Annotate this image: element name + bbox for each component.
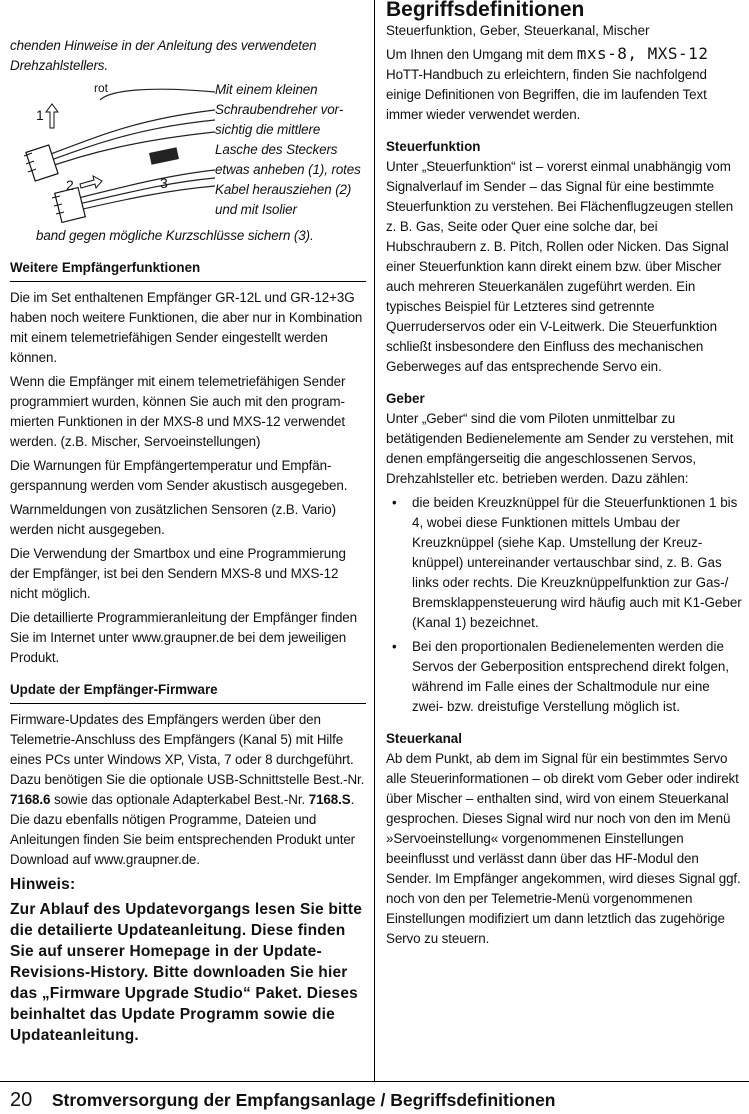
heading-steuerfunktion: Steuerfunktion [386,139,481,154]
label-2: 2 [66,177,74,193]
section-heading: Update der Empfänger-Firmware [10,682,218,697]
section-heading: Weitere Empfängerfunktionen [10,260,201,275]
label-3: 3 [160,175,168,191]
text-span: . Die dazu ebenfalls nötigen Programme, Dateien und Anleitungen finden Sie beim entsprechenden Produkt unter Download auf www.graupner.de. [10,792,356,867]
section-header-empfaengerfunktionen [10,258,366,282]
model-name: mxs-8, MXS-12 [576,44,709,63]
order-number: 7168.S [308,792,351,807]
intro-paragraph [386,44,742,125]
upper-connector [24,145,58,181]
list-item [386,493,742,633]
text-span: sowie das optionale Adapterkabel Best.-Nr. [53,792,306,807]
label-1: 1 [36,107,44,123]
footer-title: Stromversorgung der Empfangsanlage / Begriffsdefinitionen [51,1090,556,1110]
paragraph: Warnmeldungen von zusätzlichen Sensoren (z.B. Vario) werden nicht ausgegeben. [10,502,337,537]
paragraph: Unter „Geber“ sind die vom Piloten unmittelbar zu betätigenden Bedienelemente am Sender zu verstehen, mit denen empfängerseitig die angeschlossenen Servos, Drehzahlsteller etc. betrieben werden. Dazu zählen: [386,411,734,486]
page-footer [10,1088,556,1112]
text-span: Firmware-Updates des Empfängers werden über den Telemetrie-Anschluss des Empfängers (Kanal 5) mit Hilfe eines PCs unter Windows XP, Vista, 7 oder 8 durchgeführt. Dazu benötigen Sie die optionale USB-Schnittstelle Best.-Nr. [10,712,365,787]
text-span: HoTT-Handbuch zu erleichtern, finden Sie nachfolgend einige Definitionen von Begriffen, die im laufenden Text immer wieder verwendet werden. [386,67,707,122]
note-label: Hinweis: [10,876,76,893]
insulation-tape [149,147,179,165]
list-item-text: die beiden Kreuzknüppel für die Steuerfunktionen 1 bis 4, wobei diese Funktionen mittels Umbau der Kreuzknüppel (siehe Kap. Umstellung der Kreuzknüppel) untereinander vertauschbar sind, z. B. Gas links oder rechts. Die Kreuzknüppelfunktion zur Gas-/ Bremsklappensteuerung wird häufig auch mit K1-Geber (Kanal 1) bezeichnet. [412,495,742,630]
page-subtitle: Steuerfunktion, Geber, Steuerkanal, Mischer [386,23,650,38]
text-span: Um Ihnen den Umgang mit dem [386,47,574,62]
paragraph: Unter „Steuerfunktion“ ist – vorerst einmal unabhängig vom Signalverlauf im Sender – das Signal für eine bestimmte Steuerfunktion zu verstehen. Bei Flächenflugzeugen stellen z. B. Gas, Seite oder Quer eine solche dar, bei Hubschraubern z. B. Pitch, Rollen oder Nicken. Das Signal einer Steuerfunktion kann direkt einem bzw. über Mischer auch mehreren Steuerkanälen zugeführt werden. Ein typisches Beispiel für Letzteres sind getrennte Querruderservos oder ein V-Leitwerk. Die Steuerfunktion schließt insbesondere den Einfluss des mechanischen Geberweges auf das entsprechende Servo ein. [386,159,734,374]
page-number: 20 [10,1089,33,1111]
list-item-text: Bei den proportionalen Bedienelementen werden die Servos der Geberposition entsprechend direkt folgen, während im Falle eines der Schaltmodule nur eine zwei- bzw. dreistufige Verstellung möglich ist. [412,639,730,714]
footer-rule [0,1081,749,1082]
firmware-paragraph [10,710,366,870]
heading-steuerkanal: Steuerkanal [386,731,462,746]
page-title: Begriffsdefinitionen [386,0,585,21]
list-item [386,637,742,717]
figure-row [10,80,366,230]
column-divider [374,0,375,1081]
connector-diagram [10,80,215,230]
figure-caption: Mit einem kleinen Schraubendreher vorsichtig die mittlere Lasche des Steckers etwas anheben (1), rotes Kabel herausziehen (2) und mit Isolier [215,82,361,217]
paragraph: Die im Set enthaltenen Empfänger GR-12L und GR-12+3G haben noch weitere Funktionen, die aber nur in Kombination mit einem telemetriefähigen Sender eingestellt werden können. [10,290,363,365]
paragraph: Die detaillierte Programmieranleitung der Empfänger finden Sie im Internet unter www.graupner.de bei dem jeweiligen Produkt. [10,610,358,665]
order-number: 7168.6 [10,792,51,807]
paragraph: Wenn die Empfänger mit einem telemetriefähigen Sender programmiert wurden, können Sie auch mit den programmierten Funktionen in der MXS-8 und MXS-12 verwendet werden. (z.B. Mischer, Servoeinstellungen) [10,374,346,449]
right-column [386,0,742,949]
section-header-firmware [10,680,366,704]
left-column [10,38,366,1046]
bullet-icon: • [392,639,397,654]
label-rot: rot [94,81,109,95]
intro-text: chenden Hinweise in der Anleitung des verwendeten Drehzahlstellers. [10,38,317,73]
paragraph: Die Verwendung der Smartbox und eine Programmierung der Empfänger, ist bei den Sendern MXS-8 und MXS-12 nicht möglich. [10,546,346,601]
arrow-up-icon [46,104,58,128]
heading-geber: Geber [386,391,425,406]
figure-caption-tail: band gegen mögliche Kurzschlüsse sichern (3). [36,228,314,243]
paragraph: Die Warnungen für Empfängertemperatur und Empfängerspannung werden vom Sender akustisch ausgegeben. [10,458,348,493]
paragraph: Ab dem Punkt, ab dem im Signal für ein bestimmtes Servo alle Steuerinformationen – ob direkt vom Geber oder indirekt über Mischer – enthalten sind, wird von einem Steuerkanal gesprochen. Dieses Signal wird nur noch von den im Menü »Servoeinstellung« vorgenommenen Einstellungen beeinflusst und verlässt dann über das HF-Modul den Sender. Im Empfänger angekommen, wird dieses Signal ggf. noch von den per Telemetrie-Menü vorgenommenen Einstellungen modifiziert um dann letztlich das zugehörige Servo zu steuern. [386,751,741,946]
arrow-right-icon [80,176,102,188]
bullet-icon: • [392,495,397,510]
note-text: Zur Ablauf des Updatevorgangs lesen Sie bitte die detailierte Updateanleitung. Diese finden Sie auf unserer Homepage in der Update-Revisions-History. Bitte downloaden Sie hier das „Firmware Upgrade Studio“ Paket. Dieses beinhaltet das Update Programm sowie die Updateanleitung. [10,901,363,1044]
